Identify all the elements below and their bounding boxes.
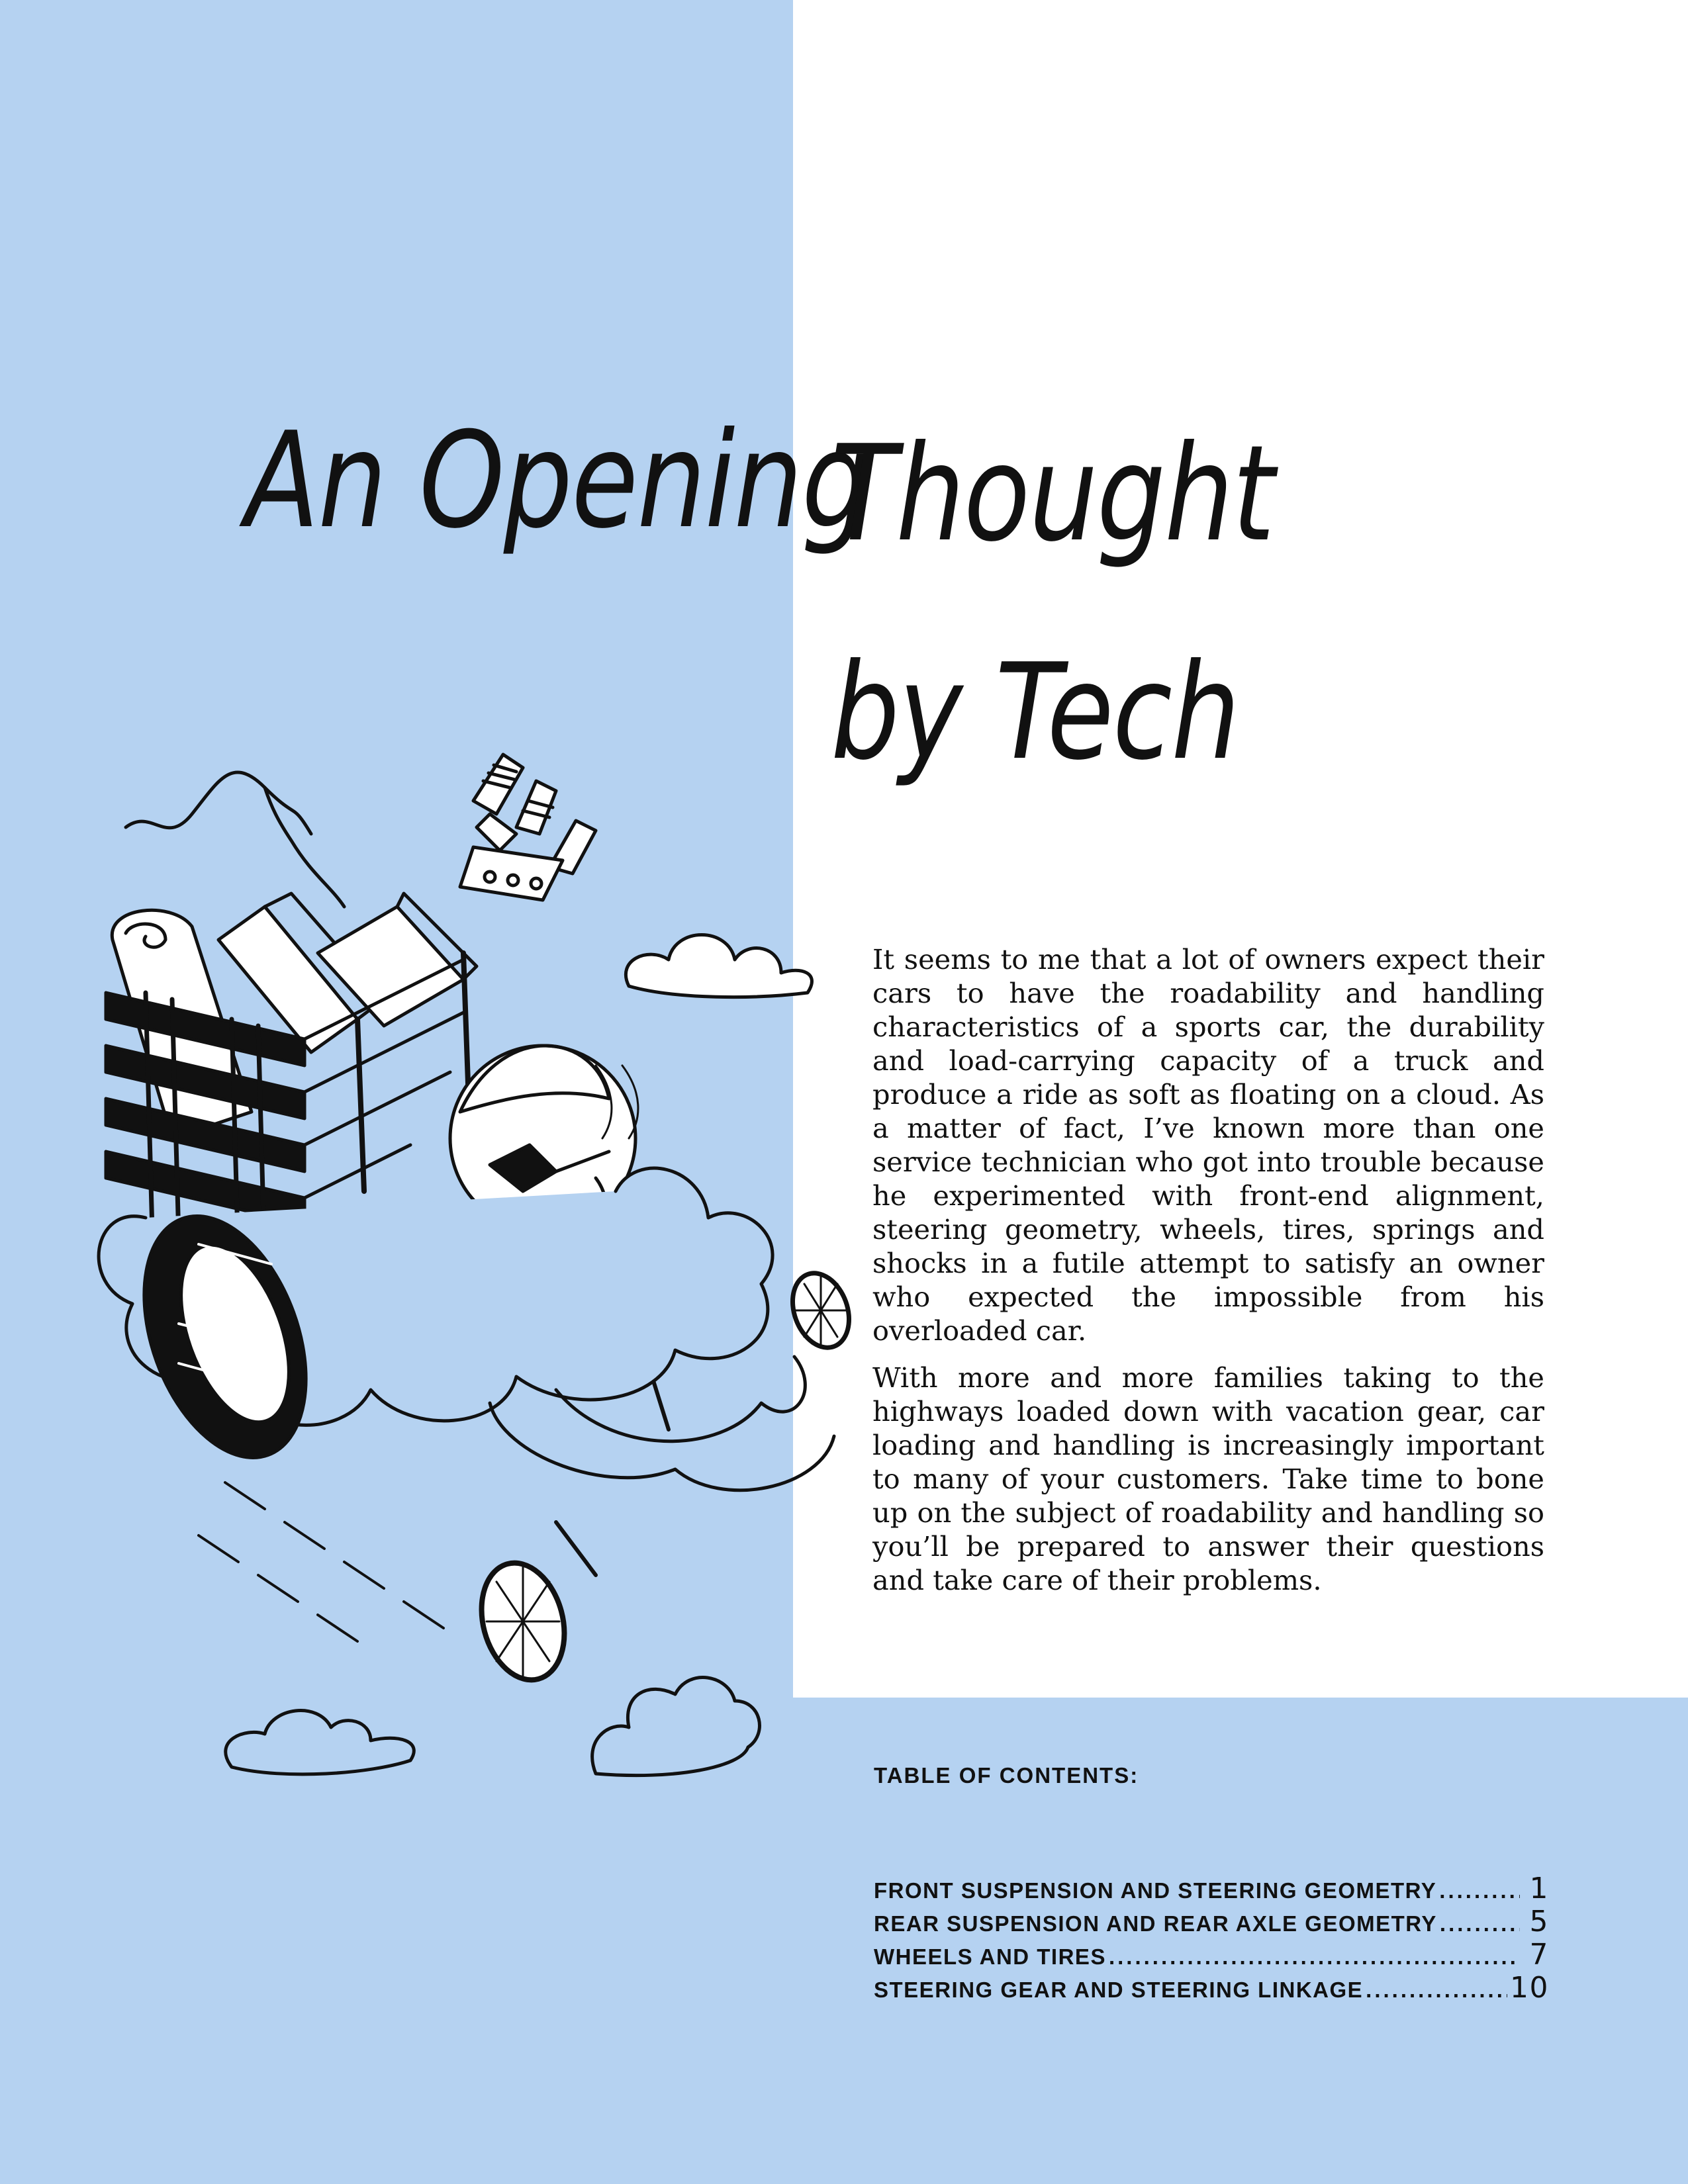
paragraph-1: It seems to me that a lot of owners expect their cars to have the roadability and handling characteristics of a sports car, the durability and load-carrying capacity of a truck and produce a ride as soft as floating on a cloud. As a matter of fact, I’ve known more than one service technician who got into trouble because he experimented with front-end alignment, steering geometry, wheels, tires, springs and shocks in a futile attempt to satisfy an owner who expected the impossible from his overloaded car. — [872, 943, 1544, 1347]
toc-leader-dots — [1439, 1878, 1520, 1903]
toc-item-page: 1 — [1529, 1872, 1549, 1905]
toc-item-label: REAR SUSPENSION AND REAR AXLE GEOMETRY — [874, 1911, 1437, 1936]
table-of-contents — [874, 1872, 1549, 2004]
title-line-3: by Tech — [831, 635, 1239, 790]
cloud-bottom-right — [592, 1678, 760, 1776]
toc-item-page: 7 — [1529, 1938, 1549, 1972]
toc-item — [874, 1938, 1549, 1971]
toc-item-label: STEERING GEAR AND STEERING LINKAGE — [874, 1978, 1364, 2002]
skid-marks — [199, 1482, 444, 1641]
toc-item — [874, 1971, 1549, 2004]
toc-leader-dots — [1440, 1911, 1520, 1936]
clothesline — [126, 772, 311, 834]
toc-item-label: FRONT SUSPENSION AND STEERING GEOMETRY — [874, 1878, 1437, 1903]
title-line-2: Thought — [831, 417, 1274, 571]
front-wheel — [783, 1265, 859, 1355]
paragraph-2: With more and more families taking to the highways loaded down with vacation gear, car loading and handling is increasingly important to many of your customers. Take time to bone up on the subject of roadability and handling so you’ll be prepared to answer their questions and take care of their problems. — [872, 1361, 1544, 1596]
toc-item — [874, 1872, 1549, 1905]
toc-item-page: 10 — [1510, 1971, 1549, 2005]
toc-item — [874, 1905, 1549, 1938]
bottom-wheel — [469, 1522, 596, 1689]
title-line-1: An Opening — [245, 404, 870, 558]
toc-leader-dots — [1366, 1978, 1507, 2003]
cloud-top-right — [626, 935, 812, 997]
toc-heading: TABLE OF CONTENTS: — [874, 1763, 1139, 1788]
toc-leader-dots — [1109, 1944, 1520, 1970]
toc-item-page: 5 — [1529, 1905, 1549, 1938]
overloaded-car-cartoon — [93, 741, 874, 1833]
opening-thought-text — [872, 942, 1544, 1610]
toc-item-label: WHEELS AND TIRES — [874, 1944, 1106, 1969]
cloud-bottom-left — [226, 1711, 414, 1774]
